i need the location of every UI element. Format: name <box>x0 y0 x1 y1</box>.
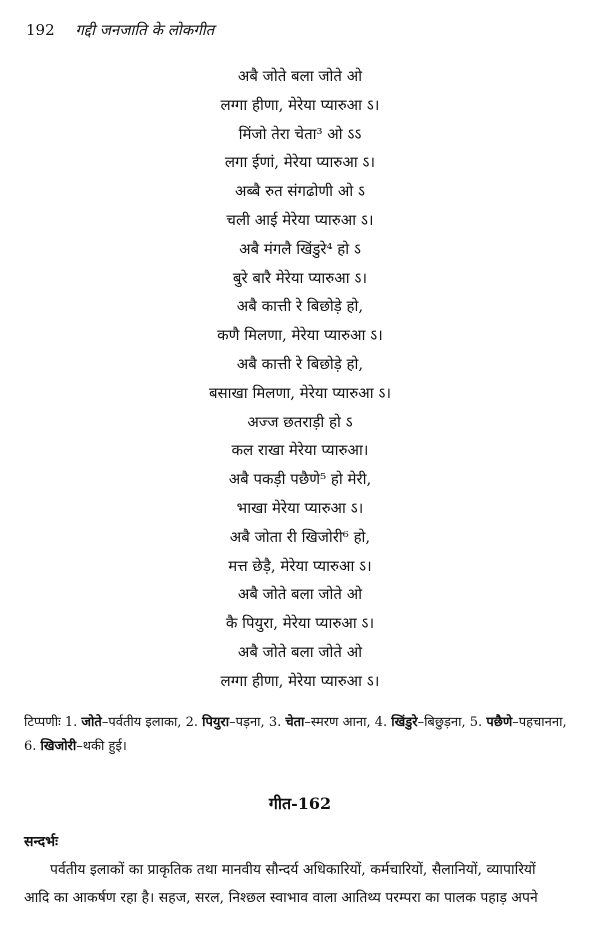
page-header <box>26 20 214 40</box>
verse-line: मिंजो तेरा चेता³ ओ ऽऽ <box>238 124 362 143</box>
footnotes <box>24 711 580 759</box>
note-number: 6. <box>24 739 37 754</box>
note-6 <box>24 739 127 754</box>
verse-line: भाखा मेरेया प्यारुआ ऽ। <box>236 498 364 517</box>
verse-line: लगा ईणां, मेरेया प्यारुआ ऽ। <box>224 153 376 172</box>
running-title: गद्दी जनजाति के लोकगीत <box>75 21 215 39</box>
verse-line: कणै मिलणा, मेरेया प्यारुआ ऽ। <box>217 326 383 345</box>
context-paragraph <box>24 856 580 912</box>
verse-line: कै पियुरा, मेरेया प्यारुआ ऽ। <box>225 614 375 633</box>
note-number: 4. <box>374 715 388 730</box>
note-1 <box>65 715 182 730</box>
verse-line: लग्गा हीणा, मेरेया प्यारुआ ऽ। <box>220 95 380 114</box>
verse-line: कल राखा मेरेया प्यारुआ। <box>231 441 369 460</box>
verse-line: अबै पकड़ी पछैणे⁵ हो मेरी, <box>228 470 372 489</box>
verse-line: अब्बै रुत संगढोणी ओ ऽ <box>235 182 365 201</box>
note-number: 2. <box>185 715 198 730</box>
verse-line: बुरे बारै मेरेया प्यारुआ ऽ। <box>232 268 368 287</box>
note-number: 1. <box>64 715 78 730</box>
note-meaning: –पर्वतीय इलाका, <box>101 715 182 730</box>
verse-line: अबै जोते बला जोते ओ <box>237 642 363 661</box>
note-3 <box>269 715 371 730</box>
verse-line: लग्गा हीणा, मेरेया प्यारुआ ऽ। <box>220 671 380 690</box>
context-heading: सन्दर्भः <box>24 834 58 850</box>
notes-label: टिप्पणीः <box>24 715 61 730</box>
note-5 <box>470 715 567 730</box>
note-term: खिंडुरे <box>391 715 418 730</box>
paragraph-line: पर्वतीय इलाकों का प्राकृतिक तथा मानवीय सौन्दर्य अधिकारियों, कर्मचारियों, सैलानियों, व्यापारियों <box>50 862 536 878</box>
verse-line: अबै जोते बला जोते ओ <box>237 67 363 85</box>
note-meaning: –पहचानना, <box>512 715 567 730</box>
verse-line: अज्ज छतराड़ी हो ऽ <box>247 412 353 431</box>
page-number: 192 <box>26 21 55 39</box>
note-term: पियुरा <box>202 715 230 730</box>
note-2 <box>186 715 265 730</box>
verse-line: अबै कात्ती रे बिछोड़े हो, <box>236 297 364 316</box>
note-term: चेता <box>285 715 305 730</box>
paragraph-line: आदि का आकर्षण रहा है। सहज, सरल, निश्छल स्वाभाव वाला आतिथ्य परम्परा का पालक पहाड़ अपने <box>24 890 538 906</box>
note-term: पछैणे <box>486 715 513 730</box>
verse-line: अबै जोते बला जोते ओ <box>237 585 363 604</box>
note-number: 3. <box>268 715 282 730</box>
verse-line: अबै मंगलै खिंडुरे⁴ हो ऽ <box>239 239 361 258</box>
verse-line: चली आई मेरेया प्यारुआ ऽ। <box>226 210 374 229</box>
note-term: जोते <box>81 715 102 730</box>
note-term: खिजोरी <box>40 739 77 754</box>
song-title: गीत-162 <box>268 794 332 813</box>
note-meaning: –बिछुड़ना, <box>417 715 466 730</box>
note-meaning: –पड़ना, <box>229 715 265 730</box>
note-meaning: –स्मरण आना, <box>304 715 371 730</box>
verse-line: बसाखा मिलणा, मेरेया प्यारुआ ऽ। <box>208 383 392 402</box>
note-meaning: –थकी हुई। <box>76 739 127 754</box>
verse-line: मत्त छेड़ै, मेरेया प्यारुआ ऽ। <box>228 556 372 575</box>
verse-line: अबै कात्ती रे बिछोड़े हो, <box>236 354 364 373</box>
song-verse <box>0 62 600 696</box>
verse-line: अबै जोता री खिजोरी⁶ हो, <box>229 527 371 546</box>
note-4 <box>375 715 466 730</box>
note-number: 5. <box>469 715 483 730</box>
